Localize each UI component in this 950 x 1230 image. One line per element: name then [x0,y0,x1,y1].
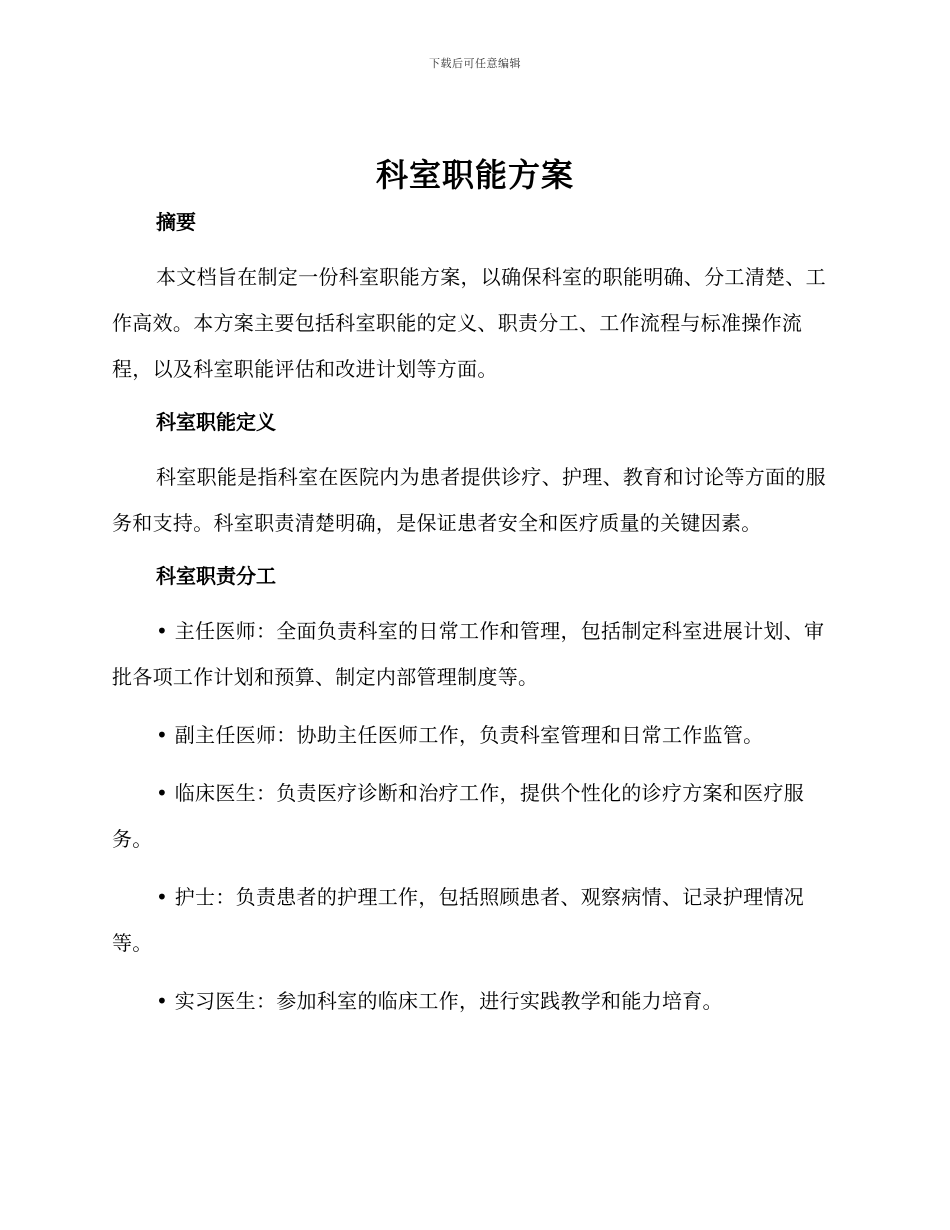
header-note: 下载后可任意编辑 [429,57,521,70]
list-item: • 护士：负责患者的护理工作，包括照顾患者、观察病情、记录护理情况等。 [112,885,805,955]
document-title: 科室职能方案 [375,156,574,194]
list-item: • 实习医生：参加科室的临床工作，进行实践教学和能力培育。 [156,989,723,1013]
section-responsibilities [112,558,832,1024]
document-body [112,204,832,1024]
section-heading: 摘要 [156,210,196,234]
section-heading: 科室职责分工 [156,564,276,588]
paragraph: 本文档旨在制定一份科室职能方案，以确保科室的职能明确、分工清楚、工作高效。本方案主要包括科室职能的定义、职责分工、工作流程与标准操作流程，以及科室职能评估和改进计划等方面。 [112,265,826,381]
list-item: • 主任医师：全面负责科室的日常工作和管理，包括制定科室进展计划、审批各项工作计划和预算、制定内部管理制度等。 [112,619,825,689]
paragraph: 科室职能是指科室在医院内为患者提供诊疗、护理、教育和讨论等方面的服务和支持。科室职责清楚明确，是保证患者安全和医疗质量的关键因素。 [112,465,826,535]
section-heading: 科室职能定义 [156,410,276,434]
list-item: • 临床医生：负责医疗诊断和治疗工作，提供个性化的诊疗方案和医疗服务。 [112,781,805,851]
list-item: • 副主任医师：协助主任医师工作，负责科室管理和日常工作监管。 [156,723,764,747]
section-abstract [112,204,832,392]
section-definition [112,404,832,546]
